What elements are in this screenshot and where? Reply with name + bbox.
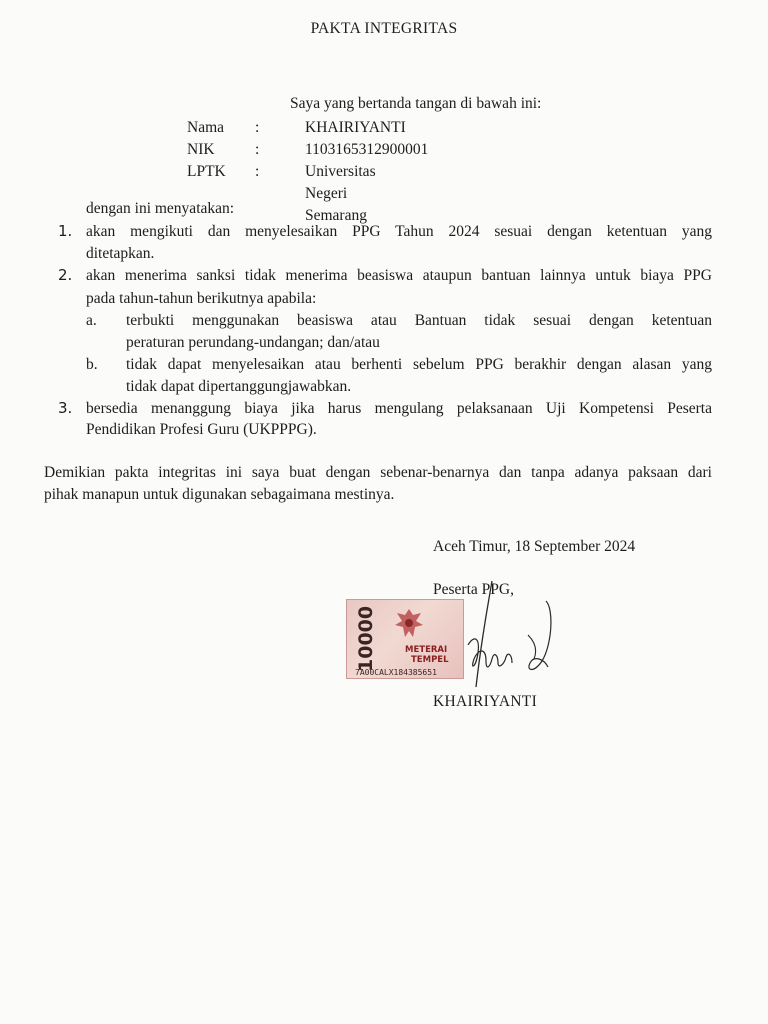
subitem-a-line-1: terbukti menggunakan beasiswa atau Bantuan tidak sesuai dengan ketentuan	[126, 312, 712, 329]
item-2-line-2: pada tahun-tahun berikutnya apabila:	[86, 290, 317, 307]
stamp-serial: 7A00CALX184385651	[355, 668, 437, 677]
stamp-value: 10000	[355, 605, 377, 672]
item-number: 1.	[58, 222, 73, 240]
subitem-b-line-2: tidak dapat dipertanggungjawabkan.	[126, 378, 352, 395]
intro-text: Saya yang bertanda tangan di bawah ini:	[290, 95, 542, 112]
signer-name: KHAIRIYANTI	[433, 693, 538, 710]
statement-lead: dengan ini menyatakan:	[86, 200, 235, 217]
identity-colon: :	[255, 163, 260, 180]
identity-colon: :	[255, 119, 260, 136]
item-number: 2.	[58, 266, 73, 284]
handwritten-signature	[430, 575, 580, 695]
item-2-line-1: akan menerima sanksi tidak menerima beasiswa ataupun bantuan lainnya untuk biaya PPG	[86, 267, 712, 284]
subitem-b-line-1: tidak dapat menyelesaikan atau berhenti sebelum PPG berakhir dengan alasan yang	[126, 356, 712, 373]
item-3-line-2: Pendidikan Profesi Guru (UKPPPG).	[86, 421, 317, 438]
stamp-label-tempel: TEMPEL	[411, 655, 449, 665]
document-title: PAKTA INTEGRITAS	[310, 20, 458, 37]
item-number: 3.	[58, 399, 73, 417]
subitem-letter: a.	[86, 312, 97, 329]
subitem-letter: b.	[86, 356, 98, 373]
subitem-a-line-2: peraturan perundang-undangan; dan/atau	[126, 334, 380, 351]
closing-line-2: pihak manapun untuk digunakan sebagaimana mestinya.	[44, 486, 395, 503]
stamp-label-meterai: METERAI	[405, 645, 448, 655]
item-1-line-1: akan mengikuti dan menyelesaikan PPG Tahun 2024 sesuai dengan ketentuan yang	[86, 223, 712, 240]
closing-line-1: Demikian pakta integritas ini saya buat dengan sebenar-benarnya dan tanpa adanya paksaan dari	[44, 464, 712, 481]
identity-value-lptk: Universitas Negeri Semarang	[305, 163, 376, 224]
signer-role: Peserta PPG,	[433, 581, 514, 598]
identity-label: LPTK	[187, 163, 226, 180]
garuda-emblem-icon	[391, 605, 427, 641]
item-1-line-2: ditetapkan.	[86, 245, 155, 262]
place-date: Aceh Timur, 18 September 2024	[433, 538, 636, 555]
identity-label: NIK	[187, 141, 215, 158]
item-3-line-1: bersedia menanggung biaya jika harus mengulang pelaksanaan Uji Kompetensi Peserta	[86, 400, 712, 417]
identity-label: Nama	[187, 119, 225, 136]
identity-value-nik: 1103165312900001	[305, 141, 429, 158]
identity-value-name: KHAIRIYANTI	[305, 119, 406, 136]
identity-colon: :	[255, 141, 260, 158]
